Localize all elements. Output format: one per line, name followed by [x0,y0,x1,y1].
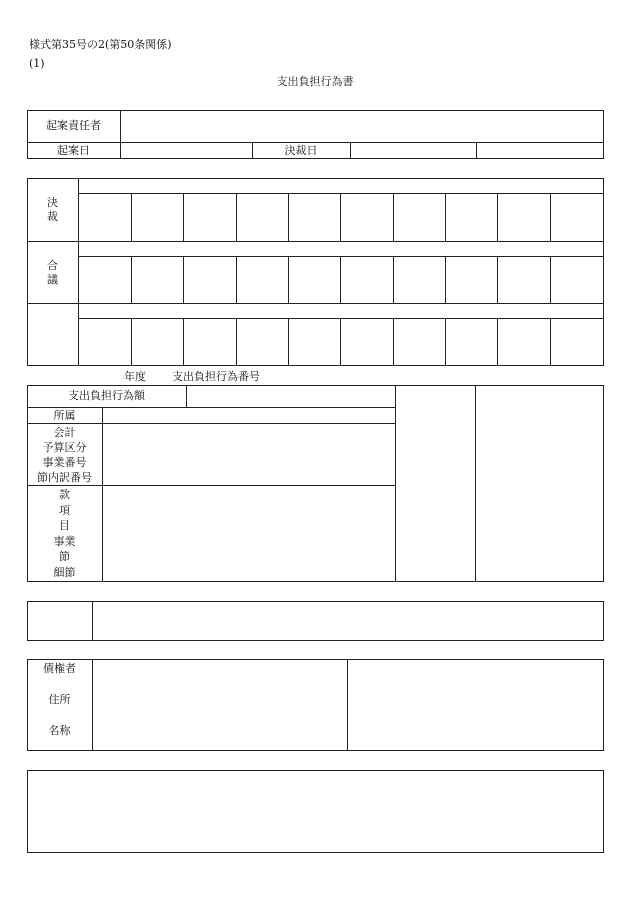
document-title: 支出負担行為書 [276,75,354,88]
stamp-cell-divider [393,318,394,366]
stamp-cell-divider [131,193,132,241]
decision-label-char: 決 [47,196,58,209]
stamp-cell-divider [445,256,446,303]
draft-date-field[interactable] [121,143,252,158]
classification-field[interactable] [103,486,395,581]
stamp-cell-divider [393,256,394,303]
budget-field[interactable] [103,424,395,485]
stamp-cell-divider [497,256,498,303]
stamp-cell-divider [445,193,446,241]
stamp-cell-divider [550,318,551,366]
stamp-cell-divider [340,256,341,303]
drafting-responsible-label: 起案責任者 [46,119,101,132]
stamp-cell-divider [236,193,237,241]
project-label: 事業 [53,534,76,548]
fiscal-year-label: 年度 [124,370,146,383]
kan-label: 款 [59,488,70,501]
stamp-cell-divider [131,256,132,303]
stamp-cell-divider [288,256,289,303]
creditor-label: 債権者 [43,662,76,675]
stamp-cell-divider [340,193,341,241]
decision-date-label: 決裁日 [284,144,318,157]
divider [27,142,604,143]
creditor-extra-field[interactable] [348,660,603,750]
stamp-cell-divider [445,318,446,366]
consultation-label-char: 議 [47,273,58,286]
stamp-cell-divider [131,318,132,366]
stamp-cell-divider [236,256,237,303]
stamp-cell-divider [288,193,289,241]
amount-field[interactable] [187,386,395,407]
moku-label: 目 [59,519,70,532]
divider [395,385,396,582]
section-detail-number-label: 節内訳番号 [37,471,92,484]
page-number: (1) [29,57,45,70]
stamp-cell-divider [183,318,184,366]
account-label: 会計 [53,426,76,439]
decision-label-char: 裁 [47,210,58,223]
department-field[interactable] [103,408,395,423]
project-number-label: 事業番号 [42,456,87,469]
stamp-cell-divider [183,193,184,241]
form-number: 様式第35号の2(第50条関係) [29,38,172,51]
consultation-label-char: 合 [47,259,58,272]
stamp-cell-divider [497,318,498,366]
stamp-cell-divider [393,193,394,241]
consultation-label [27,259,78,287]
classification-labels [27,487,102,580]
drafting-responsible-field[interactable] [121,111,603,142]
creditor-field[interactable] [93,660,347,750]
divider [475,385,476,582]
amount-label: 支出負担行為額 [68,389,145,402]
approval-table [27,178,604,366]
expenditure-number-label: 支出負担行為番号 [172,370,260,383]
stamp-cell-divider [340,318,341,366]
divider [78,193,604,194]
saisetsu-label: 細節 [53,565,76,579]
divider [78,318,604,319]
stamp-cell-divider [497,193,498,241]
stamp-cell-divider [288,318,289,366]
address-label: 住所 [48,693,71,706]
divider [27,303,604,304]
divider [476,142,477,159]
divider [27,241,604,242]
blank-box [27,601,604,641]
budget-category-label: 予算区分 [42,441,87,454]
stamp-cell-divider [550,256,551,303]
decision-label [27,196,78,224]
draft-date-label: 起案日 [57,144,90,157]
setsu-label: 節 [59,550,70,563]
divider [78,256,604,257]
budget-labels [27,425,102,485]
stamp-cell-divider [183,256,184,303]
decision-date-field[interactable] [351,143,476,158]
department-label: 所属 [53,409,76,422]
remarks-box[interactable] [27,770,604,853]
stamp-cell-divider [236,318,237,366]
stamp-cell-divider [550,193,551,241]
name-label: 名称 [48,724,71,737]
kou-label: 項 [59,503,70,517]
divider [78,178,79,366]
divider [92,601,93,641]
